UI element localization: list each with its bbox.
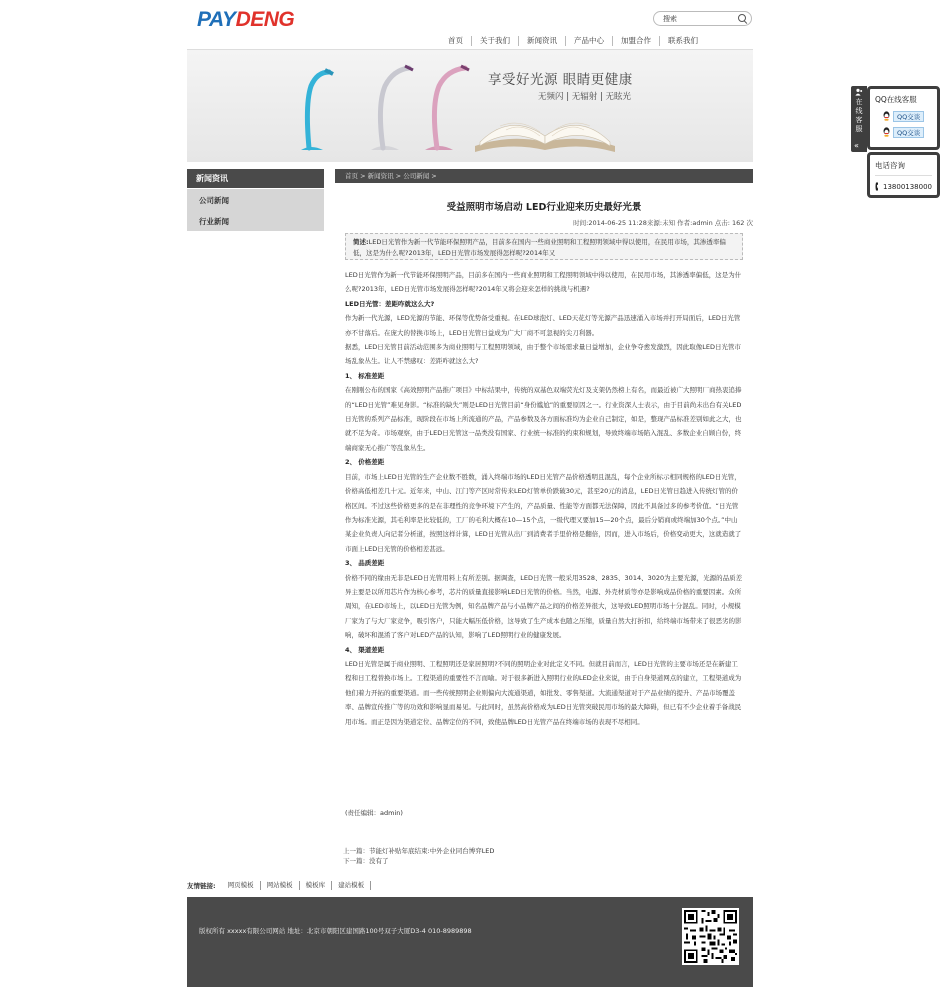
qq-chat-button[interactable] [882, 126, 932, 138]
banner-tagline: 无频闪 | 无辐射 | 无眩光 [538, 92, 632, 102]
float-tab-text: 在线客服 [855, 98, 863, 133]
article-heading: 3、 品质差距 [345, 559, 385, 568]
sidebar-item-industry-news[interactable]: 行业新闻 [199, 217, 229, 226]
article-title: 受益照明市场启动 LED行业迎来历史最好光景 [446, 202, 642, 213]
sidebar-item-company-news[interactable]: 公司新闻 [199, 196, 229, 205]
qq-penguin-icon [882, 127, 891, 137]
breadcrumb-company-news[interactable]: 公司新闻 [403, 172, 430, 180]
qq-chat-button[interactable] [882, 110, 932, 122]
qq-service-box [867, 86, 940, 150]
article-heading: 4、 渠道差距 [345, 645, 385, 654]
article-heading: LED日光管：差距咋就这么大? [345, 299, 435, 308]
qq-service-title: QQ在线客服 [875, 95, 917, 104]
search-input[interactable] [654, 12, 732, 25]
article-paragraph: 目前，市场上LED日光管的生产企业数不胜数，涌入终端市场的LED日光管产品价格透明且混乱，每个企业所标示相同规格的LED日光管，价格高低相差几十元。近年来，中山、江门等产区时常传来LED灯管单价跌破30元，甚至20元的消息，LED日光管日趋进入传统灯管的价格区间。不过这些价格更多的是在非理性的竞争环境下产生的，产品质量、性能等方面都无法保障，因此不具备过多的参考价值。“日光管作为标准光源，其毛利率是比较低的，工厂的毛利大概在10—15个点，一级代理又要加15—20个点，最后分销商或终端加30个点。”中山某企业负责人向记者分析道，按照这样计算，LED日光管从出厂到消费者手里价格是翻倍，因而，进入市场后，价格变动更大，这就造就了市面上LED日光管的价格相差甚远。 [345, 472, 742, 553]
prev-next-links: 上一篇：节能灯补贴年底结束:中外企业同台博弈LED 下一篇：没有了 [343, 847, 495, 865]
article-heading: 1、 标准差距 [345, 371, 385, 380]
sidebar-title: 新闻资讯 [187, 169, 324, 188]
breadcrumb-home[interactable]: 首页 [345, 172, 358, 180]
friend-link[interactable]: 建站模板 [332, 881, 371, 890]
breadcrumb-news[interactable]: 新闻资讯 [367, 172, 394, 180]
summary-label: 简述: [353, 238, 369, 246]
qq-chat-label: QQ交谈 [893, 127, 924, 138]
nav-item-news[interactable]: 新闻资讯 [518, 36, 565, 46]
qq-penguin-icon [882, 111, 891, 121]
breadcrumb: 首页 > 新闻资讯 > 公司新闻 > [335, 169, 753, 183]
article-paragraph: 作为新一代光源，LED光源的节能、环保等优势备受重视。在LED球泡灯、LED天花灯等光源产品迅速涌入市场并打开局面后，LED日光管亦不甘落后。在庞大的替换市场上，LED日光管日益成为广大厂商不可忽视的尖刀利器。 [345, 314, 741, 337]
tel-number-text: 13800138000 [883, 182, 932, 191]
article-paragraph: 据悉，LED日光管目前活动范围多为商业照明与工程照明领域，由于整个市场需求量日益增加，企业争夺愈发激烈，因此取像LED日光管市场乱象丛生。让人不禁感叹：差距咋就这么大? [345, 343, 741, 366]
lamp-blue-image [295, 64, 335, 152]
friend-links-label: 友情链接: [187, 882, 216, 890]
qr-code-image [682, 908, 739, 965]
friend-link[interactable]: 网页模板 [222, 881, 261, 890]
float-service-tab[interactable] [851, 86, 867, 152]
lamp-pink-image [419, 62, 471, 152]
collapse-arrow-icon[interactable]: « [854, 141, 859, 150]
nav-item-contact[interactable]: 联系我们 [659, 36, 706, 46]
tel-service-box [867, 152, 940, 198]
phone-icon [875, 182, 881, 191]
search-box[interactable] [653, 11, 752, 26]
banner-headline: 享受好光源 眼睛更健康 [488, 72, 633, 88]
nav-item-products[interactable]: 产品中心 [565, 36, 612, 46]
article-paragraph: LED日光管作为新一代节能环保照明产品，目前多在国内一些商业照明和工程照明领域中得以使用，在民用市场，其渗透率偏低，这是为什么呢?2013年，LED日光管市场发展得怎样呢?2014年又将会迎来怎样的挑战与机遇? [345, 271, 742, 294]
prev-article-link[interactable]: 节能灯补贴年底结束:中外企业同台博弈LED [369, 847, 495, 855]
article-paragraph: 价格不同的缘由无非是LED日光管用料上有所差别。据调查，LED日光管一般采用3528、2835、3014、3020为主要光源，光源的品质差异主要是以所用芯片作为核心参考，芯片的质量直接影响LED日光管的价格。当然，电源、外壳材质等亦是影响成品价格的重要因素。众所周知，在LED市场上，以LED日光管为例，知名品牌产品与小品牌产品之间的价格差异很大，这导致LED照明市场十分混乱。同时，小规模厂家为了与大厂家竞争，吸引客户，只能大幅压低价格，这导致了生产成本也随之压缩，质量自然大打折扣，给终端市场带来了很恶劣的影响，破坏和混淆了客户对LED产品的认知，影响了LED照明行业的健康发展。 [345, 573, 743, 640]
tel-service-title: 电话咨询 [875, 160, 932, 176]
logo-text-part2: DENG [235, 8, 295, 31]
article-summary [345, 233, 743, 260]
article-heading: 2、 价格差距 [345, 458, 385, 467]
article-body [345, 268, 743, 729]
footer-copyright: 版权所有 xxxxx有限公司网站 地址：北京市朝阳区建国路100号双子大厦D3-4 010-8989898 [199, 927, 472, 935]
nav-item-about[interactable]: 关于我们 [471, 36, 518, 46]
nav-item-join[interactable]: 加盟合作 [612, 36, 659, 46]
book-image [470, 108, 620, 154]
hero-banner [187, 50, 753, 162]
sidebar-list [187, 189, 324, 231]
footer [187, 897, 753, 987]
lamp-white-image [365, 62, 415, 152]
article-paragraph: 在刚刚公布的国家《高效照明产品推广项目》中标结果中，传统的双基色双端荧光灯及支架仍然榜上有名，而最近被广大照明厂商热衷追捧的“LED日光管”难见身影。“标准的缺失”则是LED日光管目前“身份尴尬”的重要原因之一。行业资深人士表示，由于目前尚未出台有关LED日光管的系列产品标准，现阶段在市场上所流通的产品，产品参数及各方面标准均为企业自己制定，如是，整现产品标准差别如此之大，也就不足为奇。市场观察，由于LED日光管这一品类没有国家、行业统一标准的约束和规划，导致终端市场陷入混乱、多数企业自顾自份，终端商家无心推广等乱象丛生。 [345, 386, 742, 452]
friend-links [187, 881, 371, 890]
friend-link[interactable]: 模板库 [300, 881, 333, 890]
logo-text-part1: PAY [197, 8, 236, 31]
summary-text: LED日光管作为新一代节能环保照明产品，目前多在国内一些商业照明和工程照明领域中得以使用，在民用市场，其渗透率偏低，这是为什么呢?2013年，LED日光管市场发展得怎样呢?2014年又 [353, 238, 726, 257]
tel-number [875, 182, 932, 191]
search-icon[interactable] [738, 14, 746, 22]
article-meta: 时间:2014-06-25 11:28来源:未知 作者:admin 点击: 162 次 [573, 219, 753, 227]
nav-item-home[interactable]: 首页 [448, 36, 463, 45]
article-editor: (责任编辑：admin) [345, 809, 403, 817]
person-icon [855, 88, 863, 96]
article-paragraph: LED日光管是属于商业照明、工程照明还是家居照明?不同的照明企业对此定义不同。但就目前而言，LED日光管的主要市场还是在新建工程和日工程替换市场上。工程渠道的重要性不言而喻。对于很多新进入照明行业的LED企业来说，由于自身渠道网点的建立，工程渠道成为他们着力开拓的重要渠道。而一些传统照明企业则偏向大流通渠道，如批发、零售渠道。大流通渠道对于产品业绩的提升、产品市场覆盖率、品牌宣传推广等的功效和影响显而易见。与此同时，虽然高价格成为LED日光管突破民用市场的最大障碍，但已有不少企业着手备战民用市场。而正是因为渠道定位、品牌定位的不同，致使品牌LED日光管产品在终端市场的表现不尽相同。 [345, 659, 742, 726]
site-logo[interactable] [197, 8, 294, 32]
friend-link[interactable]: 网站模板 [261, 881, 300, 890]
qq-chat-label: QQ交谈 [893, 111, 924, 122]
main-nav [440, 36, 706, 46]
next-article-link[interactable]: 没有了 [369, 857, 389, 865]
